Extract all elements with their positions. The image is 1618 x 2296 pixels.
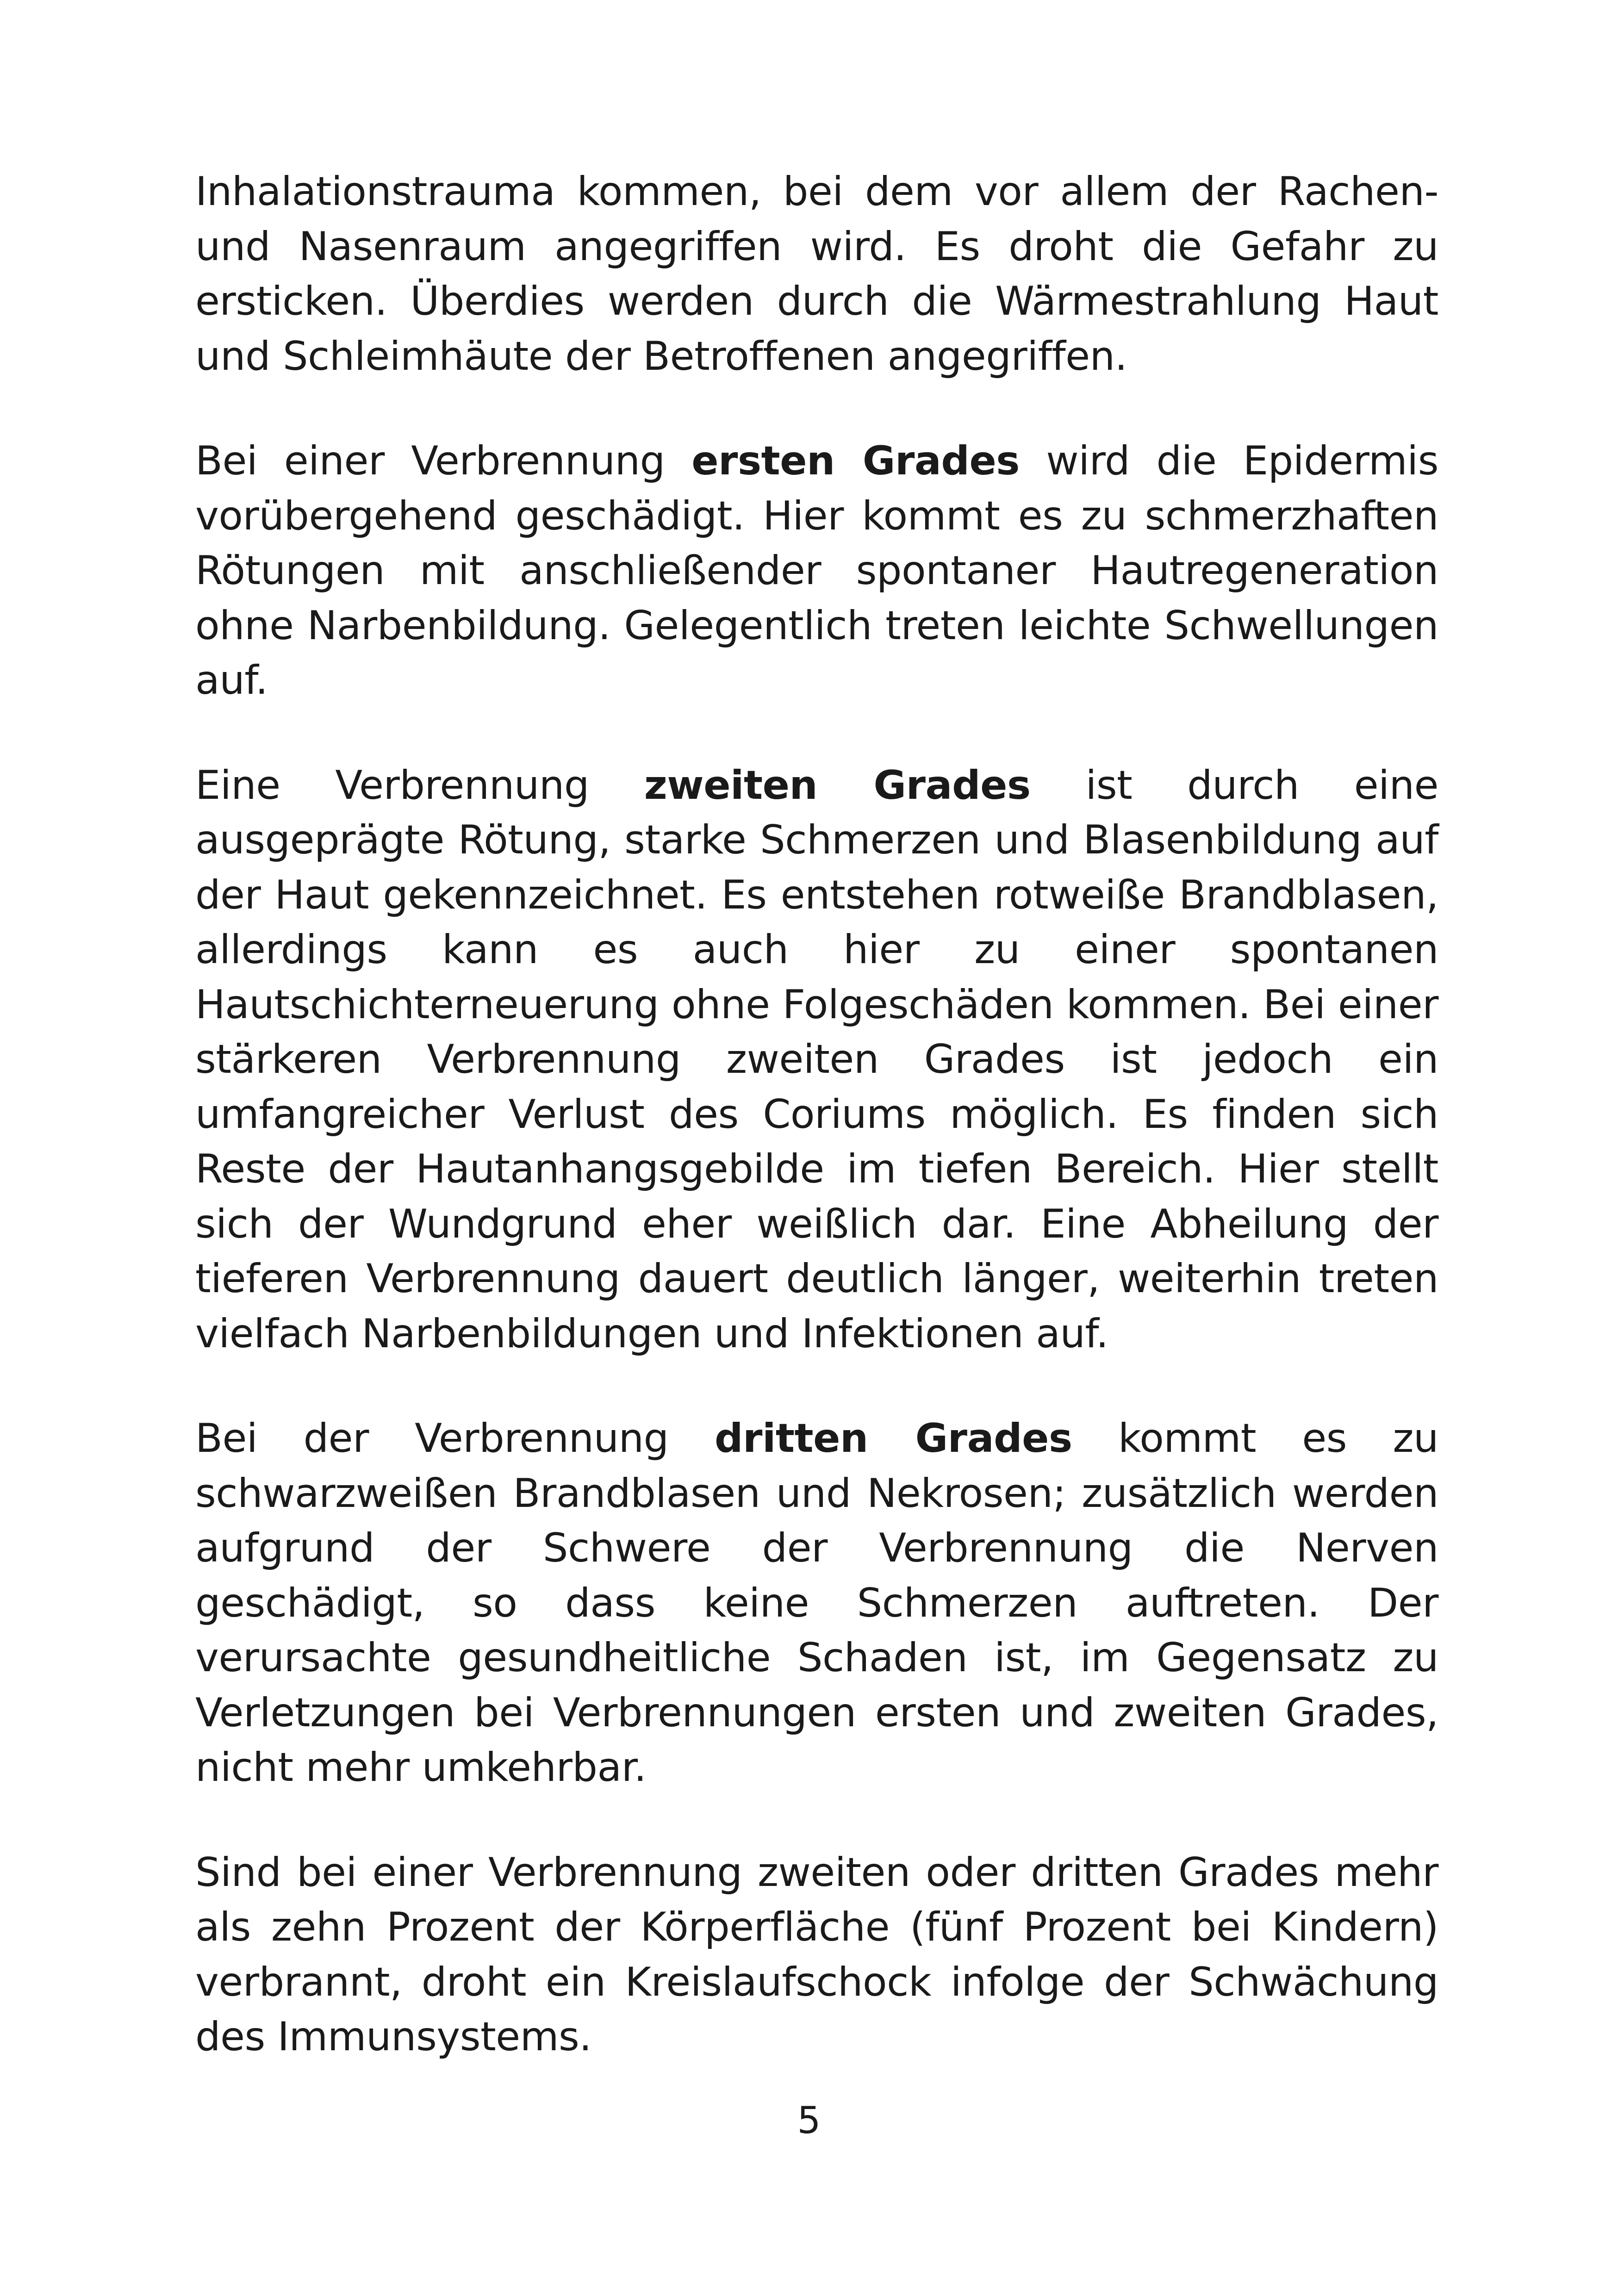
paragraph-text: Sind bei einer Verbrennung zweiten oder dritten Grades mehr als zehn Prozent der Körperfläche (fünf Prozent bei Kindern) verbrannt, droht ein Kreislaufschock infolge der Schwächung des Immunsystems.	[195, 1849, 1438, 2060]
emphasis-first-degree: ersten Grades	[691, 438, 1020, 484]
paragraph-text: kommt es zu schwarzweißen Brandblasen und Nekrosen; zusätzlich werden aufgrund der Schwere der Verbrennung die Nerven geschädigt, so dass keine Schmerzen auftreten. Der verursachte gesundheitliche Schaden ist, im Gegensatz zu Verletzungen bei Verbrennungen ersten und zweiten Grades, nicht mehr umkehrbar.	[195, 1415, 1438, 1791]
emphasis-second-degree: zweiten Grades	[644, 762, 1031, 809]
page-number: 5	[797, 2099, 821, 2142]
emphasis-third-degree: dritten Grades	[714, 1415, 1072, 1462]
paragraph-text: Inhalationstrauma kommen, bei dem vor allem der Rachen- und Nasenraum angegriffen wird. Es droht die Gefahr zu ersticken. Überdies werden durch die Wärmestrahlung Haut und Schleimhäute der Betroffenen angegriffen.	[195, 168, 1438, 380]
paragraph-text: ist durch eine ausgeprägte Rötung, starke Schmerzen und Blasenbildung auf der Haut gekennzeichnet. Es entstehen rotweiße Brandblasen, allerdings kann es auch hier zu einer spontanen Hautschichterneuerung ohne Folgeschäden kommen. Bei einer stärkeren Verbrennung zweiten Grades ist jedoch ein umfangreicher Verlust des Coriums möglich. Es finden sich Reste der Hautanhangsgebilde im tiefen Bereich. Hier stellt sich der Wundgrund eher weißlich dar. Eine Abheilung der tieferen Verbrennung dauert deutlich länger, weiterhin treten vielfach Narbenbildungen und Infektionen auf.	[195, 762, 1438, 1357]
paragraph-third-degree	[195, 1411, 1438, 1795]
paragraph-circulatory-shock	[195, 1845, 1438, 2065]
paragraph-first-degree	[195, 434, 1438, 708]
paragraph-text: Bei einer Verbrennung	[195, 438, 692, 484]
document-body	[195, 164, 1438, 2115]
paragraph-text: Bei der Verbrennung	[195, 1415, 715, 1462]
paragraph-text: Eine Verbrennung	[195, 762, 644, 809]
paragraph-text: wird die Epidermis vorübergehend geschädigt. Hier kommt es zu schmerzhaften Rötungen mit anschließender spontaner Hautregeneration ohne Narbenbildung. Gelegentlich treten leichte Schwellungen auf.	[195, 438, 1438, 703]
paragraph-second-degree	[195, 758, 1438, 1362]
paragraph-inhalation-trauma	[195, 164, 1438, 384]
